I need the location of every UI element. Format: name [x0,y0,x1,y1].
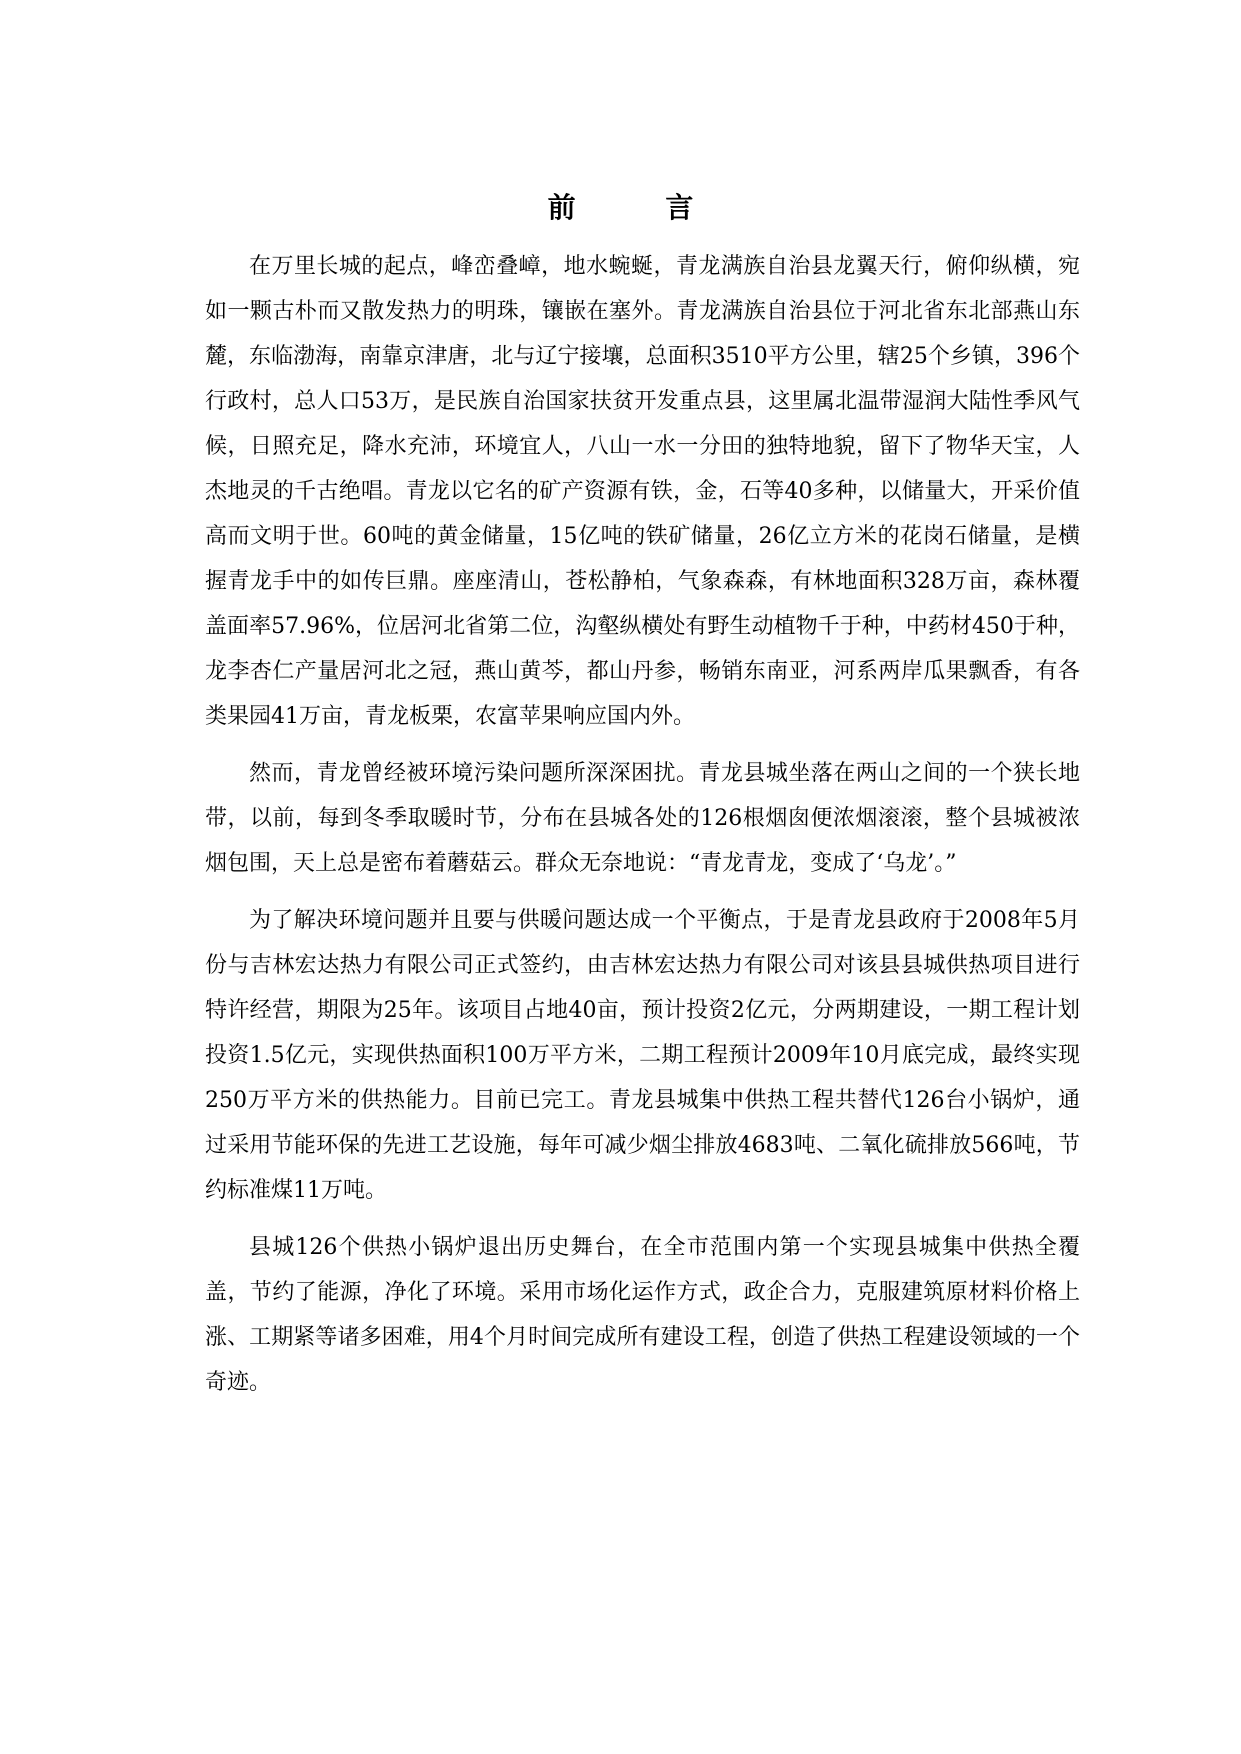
paragraph-pollution: 然而，青龙曾经被环境污染问题所深深困扰。青龙县城坐落在两山之间的一个狭长地带，以前，每到冬季取暖时节，分布在县城各处的126根烟囱便浓烟滚滚，整个县城被浓烟包围，天上总是密布着蘑菇云。群众无奈地说：“青龙青龙，变成了‘乌龙’。” [205,761,1080,876]
paragraph-achievement: 县城126个供热小锅炉退出历史舞台，在全市范围内第一个实现县城集中供热全覆盖，节约了能源，净化了环境。采用市场化运作方式，政企合力，克服建筑原材料价格上涨、工期紧等诸多困难，用4个月时间完成所有建设工程，创造了供热工程建设领域的一个奇迹。 [205,1235,1080,1395]
paragraph-heating-project: 为了解决环境问题并且要与供暖问题达成一个平衡点，于是青龙县政府于2008年5月份与吉林宏达热力有限公司正式签约，由吉林宏达热力有限公司对该县县城供热项目进行特许经营，期限为25年。该项目占地40亩，预计投资2亿元，分两期建设，一期工程计划投资1.5亿元，实现供热面积100万平方米，二期工程预计2009年10月底完成，最终实现250万平方米的供热能力。目前已完工。青龙县城集中供热工程共替代126台小锅炉，通过采用节能环保的先进工艺设施，每年可减少烟尘排放4683吨、二氧化硫排放566吨，节约标准煤11万吨。 [205,908,1080,1203]
document-body [205,244,1080,1405]
paragraph-intro: 在万里长城的起点，峰峦叠嶂，地水蜿蜒，青龙满族自治县龙翼天行，俯仰纵横，宛如一颗古朴而又散发热力的明珠，镶嵌在塞外。青龙满族自治县位于河北省东北部燕山东麓，东临渤海，南靠京津唐，北与辽宁接壤，总面积3510平方公里，辖25个乡镇，396个行政村，总人口53万，是民族自治国家扶贫开发重点县，这里属北温带湿润大陆性季风气候，日照充足，降水充沛，环境宜人，八山一水一分田的独特地貌，留下了物华天宝，人杰地灵的千古绝唱。青龙以它名的矿产资源有铁，金，石等40多种，以储量大，开采价值高而文明于世。60吨的黄金储量，15亿吨的铁矿储量，26亿立方米的花岗石储量，是横握青龙手中的如传巨鼎。座座清山，苍松静柏，气象森森，有林地面积328万亩，森林覆盖面率57.96%，位居河北省第二位，沟壑纵横处有野生动植物千于种，中药材450于种，龙李杏仁产量居河北之冠，燕山黄芩，都山丹参，畅销东南亚，河系两岸瓜果飘香，有各类果园41万亩，青龙板栗，农富苹果响应国内外。 [205,254,1080,729]
page-title: 前 言 [547,191,734,224]
